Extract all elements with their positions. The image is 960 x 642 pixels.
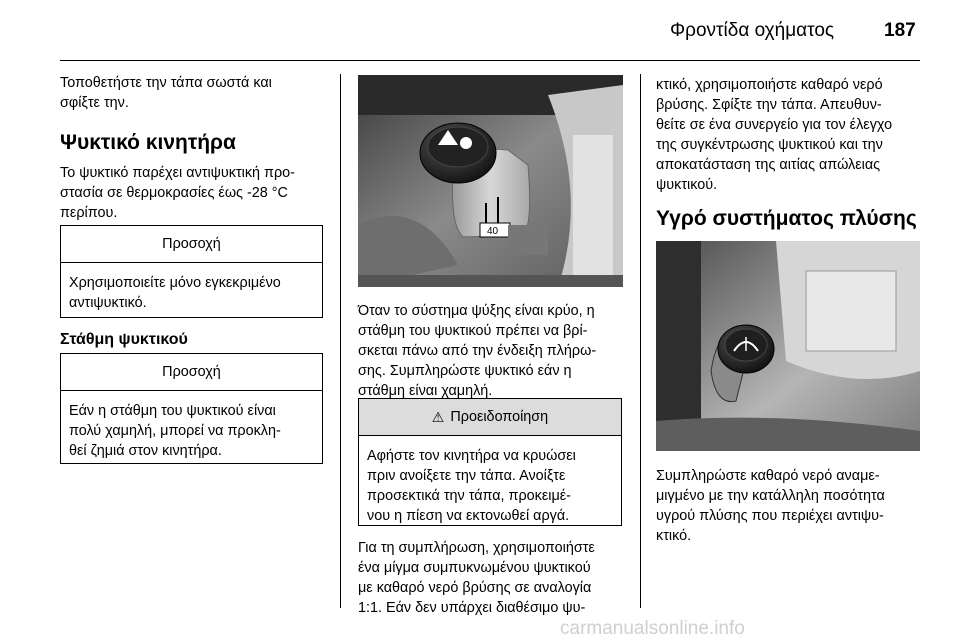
min-mark-label: 40 <box>487 226 499 237</box>
coolant-text-line: περίπου. <box>60 205 118 221</box>
warning-box <box>358 398 622 526</box>
column-divider-2 <box>640 74 641 608</box>
header-rule <box>60 60 920 61</box>
heading-coolant-level: Στάθμη ψυκτικού <box>60 331 188 348</box>
coolant-level-text-line: σης. Συμπληρώστε ψυκτικό εάν η <box>358 363 572 379</box>
coolant-level-text-line: στάθμη του ψυκτικού πρέπει να βρί- <box>358 323 588 339</box>
caution-body <box>61 263 322 313</box>
coolant-reservoir-photo <box>358 75 623 287</box>
warning-title-bar <box>359 399 621 436</box>
section-title: Φροντίδα οχήματος <box>670 20 835 41</box>
coolant-text-line: Το ψυκτικό παρέχει αντιψυκτική προ- <box>60 165 295 181</box>
caution-body-line: αντιψυκτικό. <box>69 295 147 311</box>
coolant-reservoir-illustration <box>358 75 623 287</box>
caution-box-antifreeze <box>60 225 323 318</box>
coolant-fill-text-line: θείτε σε ένα συνεργείο για τον έλεγχο <box>656 117 893 133</box>
washer-text-line: μιγμένο με την κατάλληλη ποσότητα <box>656 488 885 504</box>
washer-text-line: κτικό. <box>656 528 692 544</box>
warning-body-line: νου η πίεση να εκτονωθεί αργά. <box>367 508 570 524</box>
caution-body <box>61 391 322 461</box>
warning-body <box>359 436 621 526</box>
watermark: carmanualsonline.info <box>560 618 745 639</box>
coolant-fill-text-line: με καθαρό νερό βρύσης σε αναλογία <box>358 580 592 596</box>
heading-coolant: Ψυκτικό κινητήρα <box>60 131 236 154</box>
coolant-fill-text-line: της συγκέντρωσης ψυκτικού και την <box>656 137 883 153</box>
coolant-level-text-line: στάθμη είναι χαμηλή. <box>358 383 493 399</box>
caution-body-line: θεί ζημιά στον κινητήρα. <box>69 443 222 459</box>
page-header <box>0 0 960 62</box>
caution-body-line: Εάν η στάθμη του ψυκτικού είναι <box>69 403 276 419</box>
washer-text-line: Συμπληρώστε καθαρό νερό αναμε- <box>656 468 880 484</box>
washer-reservoir-photo <box>656 241 920 451</box>
heading-washer-fluid: Υγρό συστήματος πλύσης <box>656 207 917 230</box>
coolant-level-text-line: Όταν το σύστημα ψύξης είναι κρύο, η <box>358 303 595 319</box>
coolant-fill-text-line: Για τη συμπλήρωση, χρησιμοποιήστε <box>358 540 595 556</box>
column-divider-1 <box>340 74 341 608</box>
coolant-fill-text-line: αποκατάσταση της αιτίας απώλειας <box>656 157 881 173</box>
caution-box-level <box>60 353 323 464</box>
caution-title: Προσοχή <box>61 226 322 263</box>
warning-title: Προειδοποίηση <box>450 409 549 425</box>
coolant-fill-text-line: ένα μίγμα συμπυκνωμένου ψυκτικού <box>358 560 591 576</box>
page-number: 187 <box>884 20 916 41</box>
intro-line: σφίξτε την. <box>60 95 129 111</box>
coolant-fill-text-line: βρύσης. Σφίξτε την τάπα. Απευθυν- <box>656 97 882 113</box>
coolant-fill-text-line: κτικό, χρησιμοποιήστε καθαρό νερό <box>656 77 883 93</box>
coolant-level-text-line: σκεται πάνω από την ένδειξη πλήρω- <box>358 343 597 359</box>
warning-body-line: Αφήστε τον κινητήρα να κρυώσει <box>367 448 576 464</box>
coolant-fill-text-line: 1:1. Εάν δεν υπάρχει διαθέσιμο ψυ- <box>358 600 586 616</box>
washer-reservoir-illustration <box>656 241 920 451</box>
warning-triangle-icon: ⚠ <box>431 408 445 425</box>
caution-body-line: Χρησιμοποιείτε μόνο εγκεκριμένο <box>69 275 281 291</box>
caution-body-line: πολύ χαμηλή, μπορεί να προκλη- <box>69 423 281 439</box>
warning-body-line: πριν ανοίξετε την τάπα. Ανοίξτε <box>367 468 566 484</box>
washer-text-line: υγρού πλύσης που περιέχει αντιψυ- <box>656 508 884 524</box>
coolant-fill-text-line: ψυκτικού. <box>656 177 718 193</box>
caution-title: Προσοχή <box>61 354 322 391</box>
intro-line: Τοποθετήστε την τάπα σωστά και <box>60 75 272 91</box>
warning-body-line: προσεκτικά την τάπα, προκειμέ- <box>367 488 571 504</box>
coolant-text-line: στασία σε θερμοκρασίες έως -28 °C <box>60 185 288 201</box>
